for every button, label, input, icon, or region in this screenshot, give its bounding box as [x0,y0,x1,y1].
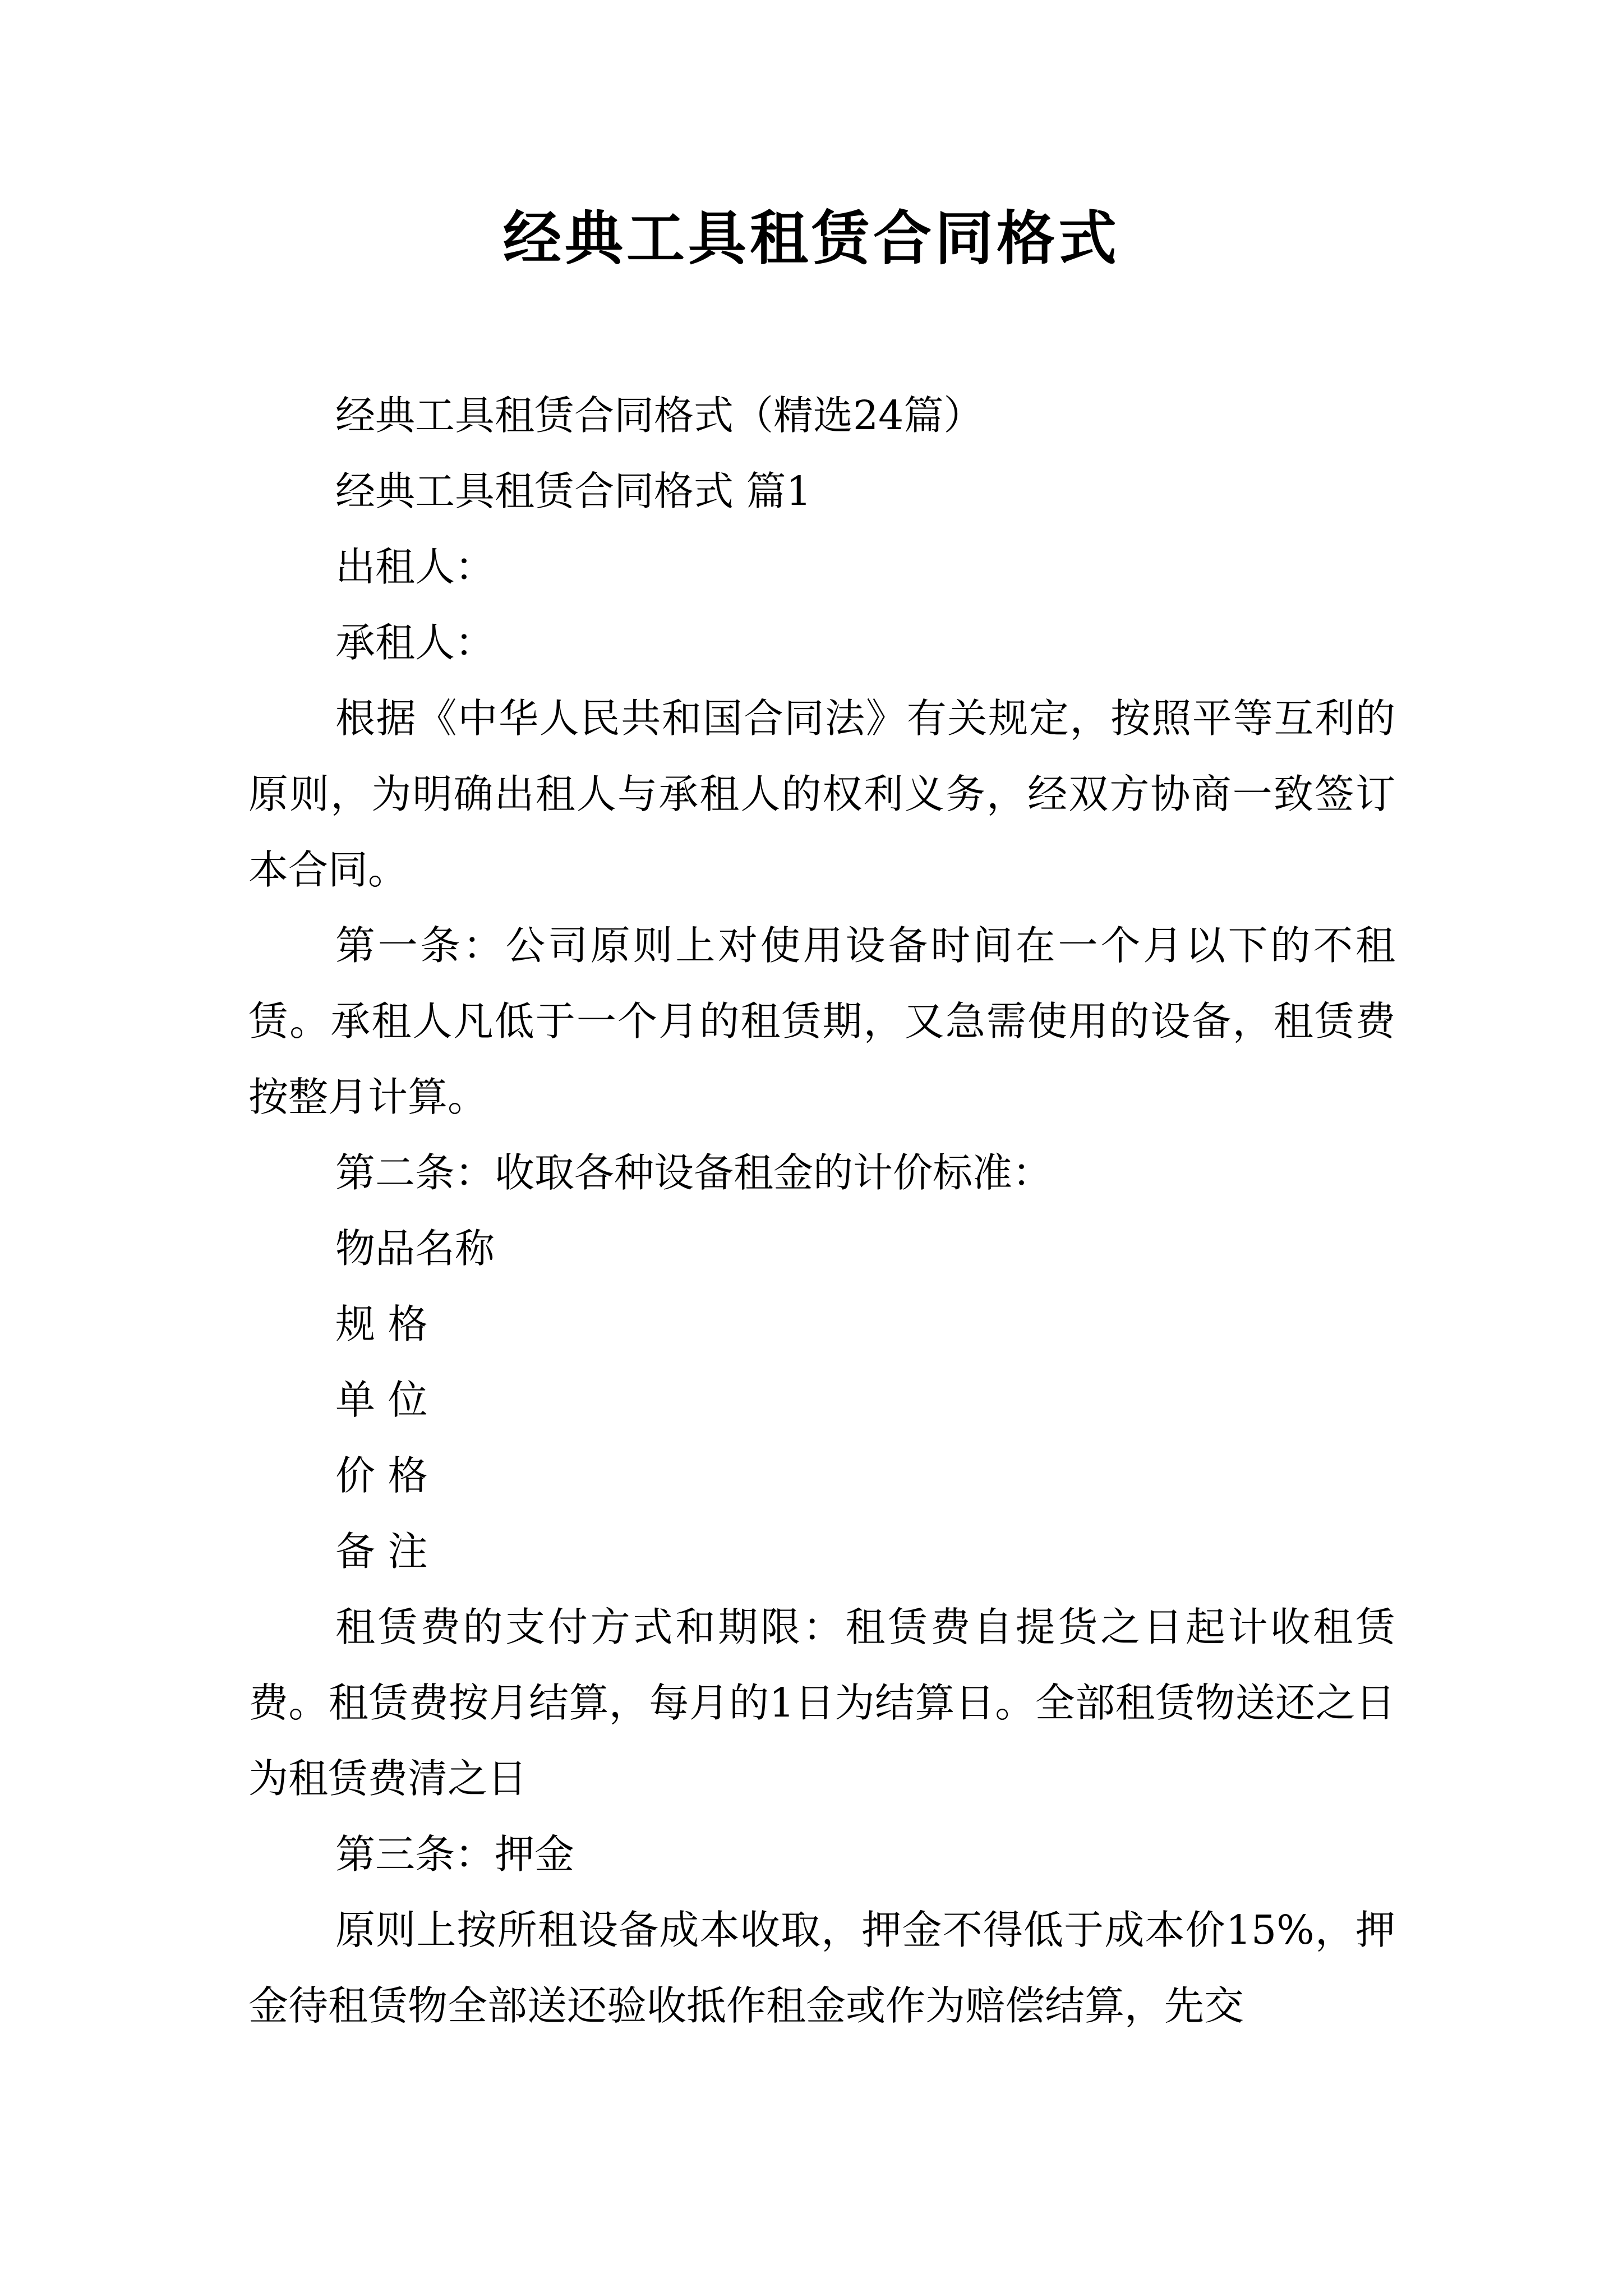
remark-field: 备 注 [335,1528,428,1575]
document-body [248,378,1395,2044]
article-2-paragraph: 第二条：收取各种设备租金的计价标准： [335,1149,1053,1196]
subtitle-selection: 经典工具租赁合同格式（精选24篇） [335,392,984,439]
unit-field: 单 位 [335,1377,428,1423]
document-title: 经典工具租赁合同格式 [502,204,1120,273]
deposit-paragraph: 原则上按所租设备成本收取，押金不得低于成本价15%，押金待租赁物全部送还验收抵作租金或作为赔偿结算，先交 [248,1907,1395,2029]
article-1-paragraph: 第一条：公司原则上对使用设备时间在一个月以下的不租赁。承租人凡低于一个月的租赁期，又急需使用的设备，租赁费按整月计算。 [248,922,1395,1120]
preamble-paragraph: 根据《中华人民共和国合同法》有关规定，按照平等互利的原则，为明确出租人与承租人的权利义务，经双方协商一致签订本合同。 [248,695,1395,893]
item-name-field: 物品名称 [335,1225,495,1272]
payment-terms-paragraph: 租赁费的支付方式和期限：租赁费自提货之日起计收租赁费。租赁费按月结算，每月的1日为结算日。全部租赁物送还之日为租赁费清之日 [248,1604,1395,1802]
lessor-line: 出租人： [335,544,495,590]
spec-field: 规 格 [335,1301,428,1347]
article-3-heading: 第三条：押金 [335,1831,575,1878]
lessee-line: 承租人： [335,619,495,666]
price-field: 价 格 [335,1452,428,1499]
section-heading: 经典工具租赁合同格式 篇1 [335,468,811,514]
